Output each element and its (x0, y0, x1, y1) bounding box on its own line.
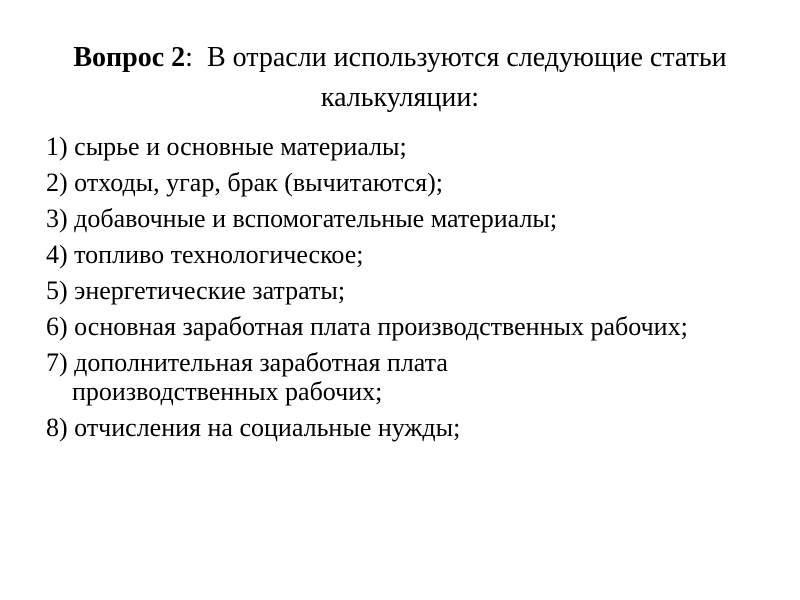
question-number: Вопрос 2 (73, 42, 186, 73)
list-item: 8) отчисления на социальные нужды; (46, 413, 461, 442)
slide-title (40, 38, 760, 118)
list-item: 5) энергетические затраты; (46, 276, 346, 305)
list-item: 3) добавочные и вспомогательные материалы; (46, 204, 558, 233)
title-separator: : (185, 42, 207, 73)
list-item: 4) топливо технологическое; (46, 240, 364, 269)
title-text: В отрасли используются следующие статьи калькуляции: (206, 42, 727, 113)
calculation-items-list (46, 132, 746, 449)
list-item: 1) сырье и основные материалы; (46, 132, 407, 161)
list-item: 2) отходы, угар, брак (вычитаются); (46, 168, 443, 197)
list-item: 6) основная заработная плата производственных рабочих; (46, 312, 688, 341)
list-item: 7) дополнительная заработная плата производственных рабочих; (46, 348, 448, 406)
